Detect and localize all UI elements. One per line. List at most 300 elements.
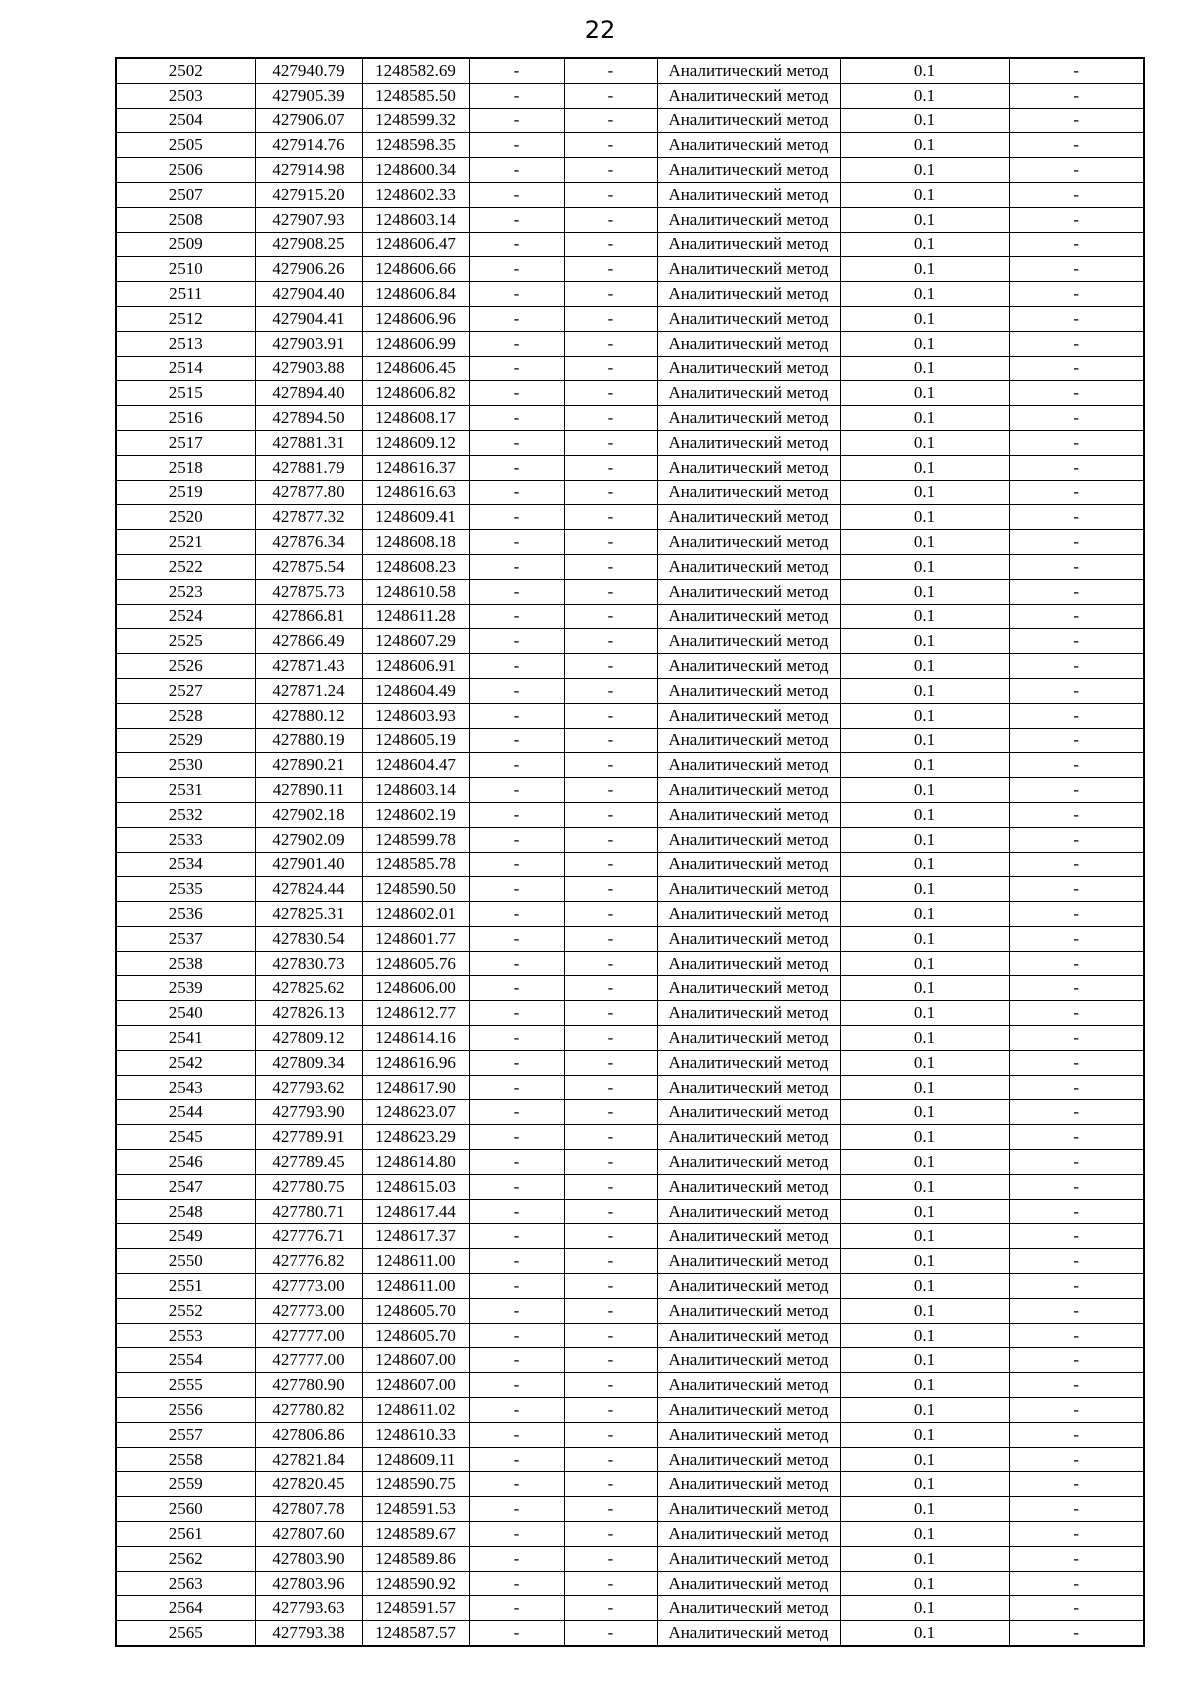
method-cell: Аналитический метод <box>657 232 840 257</box>
empty-cell-2: - <box>564 455 657 480</box>
empty-cell-1: - <box>469 182 564 207</box>
empty-cell-1: - <box>469 505 564 530</box>
table-row <box>116 827 1144 852</box>
table-row <box>116 1001 1144 1026</box>
empty-cell-3: - <box>1009 976 1144 1001</box>
y-coordinate-cell: 1248605.76 <box>362 951 469 976</box>
y-coordinate-cell: 1248614.16 <box>362 1026 469 1051</box>
table-row <box>116 1249 1144 1274</box>
table-row <box>116 926 1144 951</box>
y-coordinate-cell: 1248604.49 <box>362 678 469 703</box>
point-number-cell: 2507 <box>116 182 255 207</box>
method-cell: Аналитический метод <box>657 1323 840 1348</box>
method-cell: Аналитический метод <box>657 778 840 803</box>
point-number-cell: 2538 <box>116 951 255 976</box>
point-number-cell: 2543 <box>116 1075 255 1100</box>
point-number-cell: 2555 <box>116 1373 255 1398</box>
x-coordinate-cell: 427902.09 <box>255 827 362 852</box>
method-cell: Аналитический метод <box>657 926 840 951</box>
accuracy-cell: 0.1 <box>840 902 1009 927</box>
x-coordinate-cell: 427776.82 <box>255 1249 362 1274</box>
empty-cell-3: - <box>1009 381 1144 406</box>
empty-cell-3: - <box>1009 1522 1144 1547</box>
point-number-cell: 2561 <box>116 1522 255 1547</box>
empty-cell-2: - <box>564 505 657 530</box>
empty-cell-2: - <box>564 158 657 183</box>
empty-cell-2: - <box>564 480 657 505</box>
point-number-cell: 2512 <box>116 306 255 331</box>
table-row <box>116 306 1144 331</box>
table-row <box>116 1472 1144 1497</box>
table-row <box>116 654 1144 679</box>
method-cell: Аналитический метод <box>657 1199 840 1224</box>
accuracy-cell: 0.1 <box>840 1571 1009 1596</box>
empty-cell-1: - <box>469 1050 564 1075</box>
point-number-cell: 2541 <box>116 1026 255 1051</box>
accuracy-cell: 0.1 <box>840 480 1009 505</box>
empty-cell-1: - <box>469 381 564 406</box>
point-number-cell: 2503 <box>116 83 255 108</box>
y-coordinate-cell: 1248603.14 <box>362 207 469 232</box>
method-cell: Аналитический метод <box>657 902 840 927</box>
y-coordinate-cell: 1248606.99 <box>362 331 469 356</box>
empty-cell-2: - <box>564 678 657 703</box>
empty-cell-1: - <box>469 1546 564 1571</box>
accuracy-cell: 0.1 <box>840 1348 1009 1373</box>
x-coordinate-cell: 427830.73 <box>255 951 362 976</box>
method-cell: Аналитический метод <box>657 406 840 431</box>
point-number-cell: 2526 <box>116 654 255 679</box>
y-coordinate-cell: 1248589.86 <box>362 1546 469 1571</box>
method-cell: Аналитический метод <box>657 1546 840 1571</box>
accuracy-cell: 0.1 <box>840 282 1009 307</box>
empty-cell-3: - <box>1009 951 1144 976</box>
x-coordinate-cell: 427866.49 <box>255 629 362 654</box>
empty-cell-3: - <box>1009 654 1144 679</box>
x-coordinate-cell: 427906.07 <box>255 108 362 133</box>
point-number-cell: 2525 <box>116 629 255 654</box>
table-row <box>116 852 1144 877</box>
table-row <box>116 83 1144 108</box>
table-row <box>116 877 1144 902</box>
empty-cell-1: - <box>469 108 564 133</box>
x-coordinate-cell: 427903.91 <box>255 331 362 356</box>
table-row <box>116 1447 1144 1472</box>
point-number-cell: 2513 <box>116 331 255 356</box>
empty-cell-2: - <box>564 1249 657 1274</box>
empty-cell-1: - <box>469 951 564 976</box>
point-number-cell: 2564 <box>116 1596 255 1621</box>
y-coordinate-cell: 1248607.00 <box>362 1348 469 1373</box>
empty-cell-1: - <box>469 1422 564 1447</box>
x-coordinate-cell: 427890.11 <box>255 778 362 803</box>
empty-cell-1: - <box>469 1100 564 1125</box>
accuracy-cell: 0.1 <box>840 306 1009 331</box>
empty-cell-2: - <box>564 1199 657 1224</box>
table-row <box>116 1100 1144 1125</box>
x-coordinate-cell: 427903.88 <box>255 356 362 381</box>
x-coordinate-cell: 427890.21 <box>255 753 362 778</box>
accuracy-cell: 0.1 <box>840 1199 1009 1224</box>
accuracy-cell: 0.1 <box>840 852 1009 877</box>
point-number-cell: 2509 <box>116 232 255 257</box>
method-cell: Аналитический метод <box>657 753 840 778</box>
point-number-cell: 2546 <box>116 1150 255 1175</box>
empty-cell-1: - <box>469 1249 564 1274</box>
point-number-cell: 2539 <box>116 976 255 1001</box>
empty-cell-3: - <box>1009 1422 1144 1447</box>
accuracy-cell: 0.1 <box>840 926 1009 951</box>
accuracy-cell: 0.1 <box>840 1497 1009 1522</box>
y-coordinate-cell: 1248582.69 <box>362 58 469 83</box>
empty-cell-3: - <box>1009 1150 1144 1175</box>
table-row <box>116 604 1144 629</box>
table-row <box>116 728 1144 753</box>
point-number-cell: 2556 <box>116 1398 255 1423</box>
empty-cell-1: - <box>469 1323 564 1348</box>
x-coordinate-cell: 427877.32 <box>255 505 362 530</box>
empty-cell-3: - <box>1009 1447 1144 1472</box>
point-number-cell: 2542 <box>116 1050 255 1075</box>
coordinates-table <box>115 57 1145 1647</box>
y-coordinate-cell: 1248609.11 <box>362 1447 469 1472</box>
point-number-cell: 2534 <box>116 852 255 877</box>
method-cell: Аналитический метод <box>657 331 840 356</box>
y-coordinate-cell: 1248610.58 <box>362 579 469 604</box>
method-cell: Аналитический метод <box>657 827 840 852</box>
table-row <box>116 976 1144 1001</box>
empty-cell-3: - <box>1009 1621 1144 1646</box>
y-coordinate-cell: 1248610.33 <box>362 1422 469 1447</box>
x-coordinate-cell: 427901.40 <box>255 852 362 877</box>
x-coordinate-cell: 427777.00 <box>255 1348 362 1373</box>
empty-cell-2: - <box>564 778 657 803</box>
method-cell: Аналитический метод <box>657 1348 840 1373</box>
empty-cell-3: - <box>1009 753 1144 778</box>
method-cell: Аналитический метод <box>657 802 840 827</box>
method-cell: Аналитический метод <box>657 1050 840 1075</box>
y-coordinate-cell: 1248599.32 <box>362 108 469 133</box>
empty-cell-1: - <box>469 1026 564 1051</box>
empty-cell-3: - <box>1009 1100 1144 1125</box>
accuracy-cell: 0.1 <box>840 257 1009 282</box>
point-number-cell: 2527 <box>116 678 255 703</box>
table-row <box>116 257 1144 282</box>
empty-cell-3: - <box>1009 703 1144 728</box>
method-cell: Аналитический метод <box>657 430 840 455</box>
empty-cell-3: - <box>1009 579 1144 604</box>
method-cell: Аналитический метод <box>657 1001 840 1026</box>
empty-cell-3: - <box>1009 1596 1144 1621</box>
method-cell: Аналитический метод <box>657 133 840 158</box>
empty-cell-1: - <box>469 1075 564 1100</box>
empty-cell-2: - <box>564 629 657 654</box>
y-coordinate-cell: 1248607.29 <box>362 629 469 654</box>
accuracy-cell: 0.1 <box>840 1373 1009 1398</box>
empty-cell-2: - <box>564 1323 657 1348</box>
x-coordinate-cell: 427908.25 <box>255 232 362 257</box>
point-number-cell: 2511 <box>116 282 255 307</box>
x-coordinate-cell: 427807.78 <box>255 1497 362 1522</box>
empty-cell-3: - <box>1009 1075 1144 1100</box>
empty-cell-1: - <box>469 1174 564 1199</box>
x-coordinate-cell: 427825.31 <box>255 902 362 927</box>
empty-cell-1: - <box>469 1348 564 1373</box>
point-number-cell: 2544 <box>116 1100 255 1125</box>
method-cell: Аналитический метод <box>657 1224 840 1249</box>
table-row <box>116 1026 1144 1051</box>
x-coordinate-cell: 427803.90 <box>255 1546 362 1571</box>
accuracy-cell: 0.1 <box>840 406 1009 431</box>
accuracy-cell: 0.1 <box>840 554 1009 579</box>
table-row <box>116 753 1144 778</box>
y-coordinate-cell: 1248606.82 <box>362 381 469 406</box>
empty-cell-3: - <box>1009 232 1144 257</box>
method-cell: Аналитический метод <box>657 579 840 604</box>
empty-cell-2: - <box>564 1224 657 1249</box>
point-number-cell: 2537 <box>116 926 255 951</box>
empty-cell-2: - <box>564 654 657 679</box>
accuracy-cell: 0.1 <box>840 505 1009 530</box>
empty-cell-1: - <box>469 480 564 505</box>
empty-cell-2: - <box>564 728 657 753</box>
y-coordinate-cell: 1248606.00 <box>362 976 469 1001</box>
empty-cell-1: - <box>469 976 564 1001</box>
table-row <box>116 1050 1144 1075</box>
point-number-cell: 2560 <box>116 1497 255 1522</box>
y-coordinate-cell: 1248609.41 <box>362 505 469 530</box>
accuracy-cell: 0.1 <box>840 331 1009 356</box>
x-coordinate-cell: 427777.00 <box>255 1323 362 1348</box>
empty-cell-3: - <box>1009 505 1144 530</box>
table-row <box>116 1298 1144 1323</box>
empty-cell-1: - <box>469 728 564 753</box>
x-coordinate-cell: 427894.40 <box>255 381 362 406</box>
empty-cell-2: - <box>564 83 657 108</box>
y-coordinate-cell: 1248617.44 <box>362 1199 469 1224</box>
empty-cell-3: - <box>1009 1050 1144 1075</box>
point-number-cell: 2518 <box>116 455 255 480</box>
accuracy-cell: 0.1 <box>840 83 1009 108</box>
x-coordinate-cell: 427904.40 <box>255 282 362 307</box>
accuracy-cell: 0.1 <box>840 207 1009 232</box>
point-number-cell: 2547 <box>116 1174 255 1199</box>
table-row <box>116 579 1144 604</box>
accuracy-cell: 0.1 <box>840 1323 1009 1348</box>
accuracy-cell: 0.1 <box>840 753 1009 778</box>
method-cell: Аналитический метод <box>657 356 840 381</box>
empty-cell-1: - <box>469 530 564 555</box>
point-number-cell: 2557 <box>116 1422 255 1447</box>
empty-cell-2: - <box>564 1472 657 1497</box>
empty-cell-2: - <box>564 604 657 629</box>
accuracy-cell: 0.1 <box>840 629 1009 654</box>
y-coordinate-cell: 1248591.53 <box>362 1497 469 1522</box>
point-number-cell: 2524 <box>116 604 255 629</box>
empty-cell-2: - <box>564 554 657 579</box>
empty-cell-3: - <box>1009 728 1144 753</box>
empty-cell-3: - <box>1009 1546 1144 1571</box>
x-coordinate-cell: 427876.34 <box>255 530 362 555</box>
empty-cell-3: - <box>1009 331 1144 356</box>
method-cell: Аналитический метод <box>657 1621 840 1646</box>
method-cell: Аналитический метод <box>657 306 840 331</box>
accuracy-cell: 0.1 <box>840 877 1009 902</box>
table-row <box>116 678 1144 703</box>
x-coordinate-cell: 427780.82 <box>255 1398 362 1423</box>
y-coordinate-cell: 1248606.84 <box>362 282 469 307</box>
empty-cell-1: - <box>469 1150 564 1175</box>
method-cell: Аналитический метод <box>657 554 840 579</box>
empty-cell-3: - <box>1009 1398 1144 1423</box>
table-row <box>116 554 1144 579</box>
method-cell: Аналитический метод <box>657 976 840 1001</box>
y-coordinate-cell: 1248616.37 <box>362 455 469 480</box>
empty-cell-3: - <box>1009 406 1144 431</box>
empty-cell-1: - <box>469 554 564 579</box>
y-coordinate-cell: 1248616.63 <box>362 480 469 505</box>
accuracy-cell: 0.1 <box>840 455 1009 480</box>
empty-cell-1: - <box>469 926 564 951</box>
accuracy-cell: 0.1 <box>840 1398 1009 1423</box>
empty-cell-1: - <box>469 257 564 282</box>
empty-cell-1: - <box>469 629 564 654</box>
point-number-cell: 2506 <box>116 158 255 183</box>
method-cell: Аналитический метод <box>657 1174 840 1199</box>
point-number-cell: 2562 <box>116 1546 255 1571</box>
table-row <box>116 902 1144 927</box>
empty-cell-2: - <box>564 232 657 257</box>
x-coordinate-cell: 427875.73 <box>255 579 362 604</box>
x-coordinate-cell: 427809.34 <box>255 1050 362 1075</box>
empty-cell-3: - <box>1009 58 1144 83</box>
empty-cell-3: - <box>1009 158 1144 183</box>
table-row <box>116 1348 1144 1373</box>
empty-cell-2: - <box>564 306 657 331</box>
empty-cell-1: - <box>469 703 564 728</box>
y-coordinate-cell: 1248590.50 <box>362 877 469 902</box>
point-number-cell: 2528 <box>116 703 255 728</box>
empty-cell-1: - <box>469 802 564 827</box>
empty-cell-3: - <box>1009 1125 1144 1150</box>
x-coordinate-cell: 427914.76 <box>255 133 362 158</box>
empty-cell-2: - <box>564 207 657 232</box>
empty-cell-2: - <box>564 951 657 976</box>
empty-cell-2: - <box>564 108 657 133</box>
empty-cell-2: - <box>564 1026 657 1051</box>
y-coordinate-cell: 1248616.96 <box>362 1050 469 1075</box>
x-coordinate-cell: 427789.91 <box>255 1125 362 1150</box>
point-number-cell: 2548 <box>116 1199 255 1224</box>
accuracy-cell: 0.1 <box>840 133 1009 158</box>
point-number-cell: 2551 <box>116 1274 255 1299</box>
empty-cell-2: - <box>564 381 657 406</box>
empty-cell-2: - <box>564 257 657 282</box>
empty-cell-2: - <box>564 1546 657 1571</box>
method-cell: Аналитический метод <box>657 207 840 232</box>
empty-cell-2: - <box>564 1373 657 1398</box>
accuracy-cell: 0.1 <box>840 430 1009 455</box>
empty-cell-2: - <box>564 1447 657 1472</box>
y-coordinate-cell: 1248602.19 <box>362 802 469 827</box>
empty-cell-1: - <box>469 331 564 356</box>
y-coordinate-cell: 1248585.50 <box>362 83 469 108</box>
y-coordinate-cell: 1248590.75 <box>362 1472 469 1497</box>
x-coordinate-cell: 427789.45 <box>255 1150 362 1175</box>
y-coordinate-cell: 1248612.77 <box>362 1001 469 1026</box>
y-coordinate-cell: 1248617.90 <box>362 1075 469 1100</box>
x-coordinate-cell: 427806.86 <box>255 1422 362 1447</box>
y-coordinate-cell: 1248606.66 <box>362 257 469 282</box>
accuracy-cell: 0.1 <box>840 182 1009 207</box>
accuracy-cell: 0.1 <box>840 1596 1009 1621</box>
method-cell: Аналитический метод <box>657 182 840 207</box>
empty-cell-2: - <box>564 1174 657 1199</box>
table-row <box>116 406 1144 431</box>
empty-cell-1: - <box>469 232 564 257</box>
empty-cell-3: - <box>1009 182 1144 207</box>
table-row <box>116 356 1144 381</box>
x-coordinate-cell: 427776.71 <box>255 1224 362 1249</box>
method-cell: Аналитический метод <box>657 1026 840 1051</box>
empty-cell-1: - <box>469 902 564 927</box>
point-number-cell: 2532 <box>116 802 255 827</box>
accuracy-cell: 0.1 <box>840 1522 1009 1547</box>
empty-cell-2: - <box>564 133 657 158</box>
table-row <box>116 1150 1144 1175</box>
y-coordinate-cell: 1248608.17 <box>362 406 469 431</box>
y-coordinate-cell: 1248609.12 <box>362 430 469 455</box>
point-number-cell: 2502 <box>116 58 255 83</box>
empty-cell-3: - <box>1009 1249 1144 1274</box>
table-row <box>116 1274 1144 1299</box>
y-coordinate-cell: 1248605.19 <box>362 728 469 753</box>
table-row <box>116 629 1144 654</box>
accuracy-cell: 0.1 <box>840 1546 1009 1571</box>
x-coordinate-cell: 427820.45 <box>255 1472 362 1497</box>
y-coordinate-cell: 1248589.67 <box>362 1522 469 1547</box>
empty-cell-1: - <box>469 1274 564 1299</box>
empty-cell-3: - <box>1009 83 1144 108</box>
empty-cell-3: - <box>1009 480 1144 505</box>
method-cell: Аналитический метод <box>657 1472 840 1497</box>
empty-cell-1: - <box>469 158 564 183</box>
accuracy-cell: 0.1 <box>840 976 1009 1001</box>
empty-cell-3: - <box>1009 1571 1144 1596</box>
empty-cell-3: - <box>1009 852 1144 877</box>
table-row <box>116 480 1144 505</box>
y-coordinate-cell: 1248599.78 <box>362 827 469 852</box>
x-coordinate-cell: 427881.79 <box>255 455 362 480</box>
accuracy-cell: 0.1 <box>840 579 1009 604</box>
x-coordinate-cell: 427780.75 <box>255 1174 362 1199</box>
table-row <box>116 1075 1144 1100</box>
empty-cell-1: - <box>469 579 564 604</box>
point-number-cell: 2540 <box>116 1001 255 1026</box>
method-cell: Аналитический метод <box>657 1447 840 1472</box>
x-coordinate-cell: 427914.98 <box>255 158 362 183</box>
table-row <box>116 1199 1144 1224</box>
method-cell: Аналитический метод <box>657 877 840 902</box>
empty-cell-2: - <box>564 1497 657 1522</box>
empty-cell-3: - <box>1009 926 1144 951</box>
x-coordinate-cell: 427875.54 <box>255 554 362 579</box>
empty-cell-2: - <box>564 1150 657 1175</box>
x-coordinate-cell: 427866.81 <box>255 604 362 629</box>
empty-cell-3: - <box>1009 1224 1144 1249</box>
point-number-cell: 2529 <box>116 728 255 753</box>
empty-cell-1: - <box>469 877 564 902</box>
